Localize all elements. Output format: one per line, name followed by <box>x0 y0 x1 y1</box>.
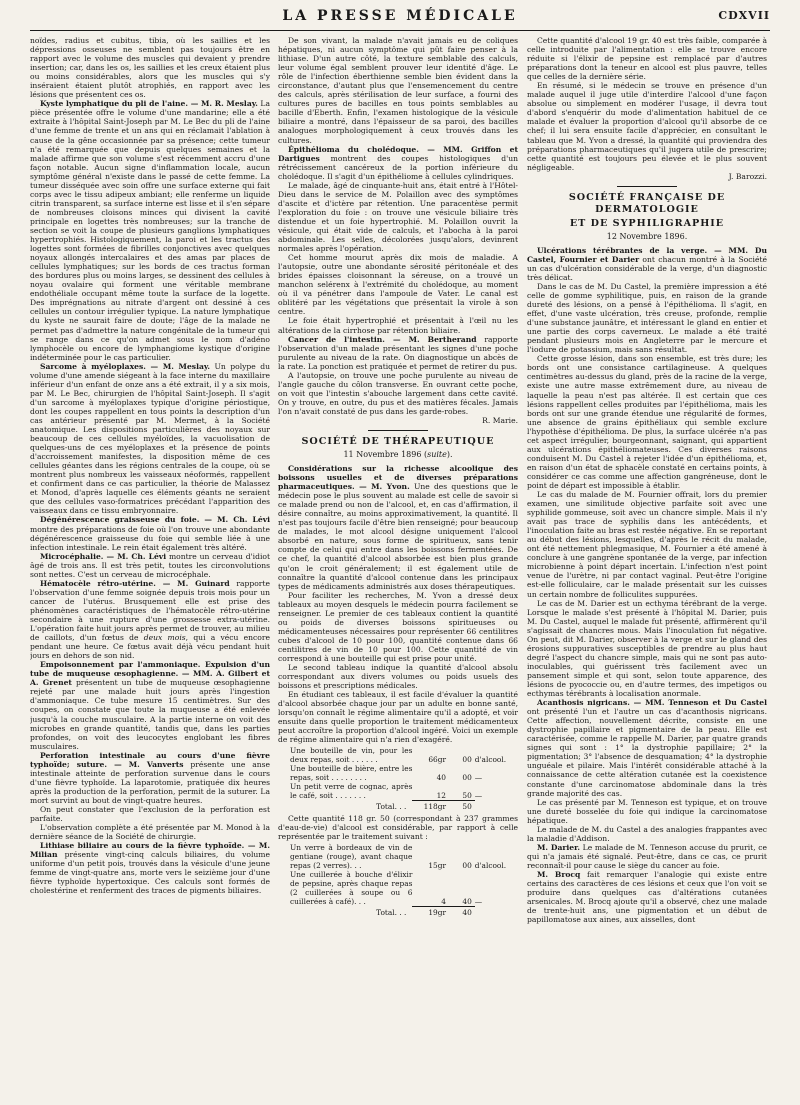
table-row <box>278 870 518 906</box>
article-text: ont chacun montré à la Société un cas d'ulcération considérable de la verge, d'un diagnostic très délicat. <box>527 254 767 282</box>
table-cell-label: Un verre à bordeaux de vin de gentiane (rouge), avant chaque repas (2 verres). . . <box>290 843 413 871</box>
section-separator <box>368 430 428 431</box>
paragraph: Le cas de M. Darier est un ecthyma térébrant de la verge. Lorsque le malade s'est présenté à l'hôpital M. Darier, puis M. Du Castel, auquel le malade fut présenté, affirmèrent qu'il s'agissait de chancres mous. Mais l'inoculation fut négative. On peut, dit M. Darier, observer à la verge et sur le gland des érosions suppuratives susceptibles de prendre au plus haut degré l'aspect du chancre simple, mais qui ne sont pas auto-inoculables, qui guérissent très facilement avec un pansement simple et qui sont, selon toute apparence, des lésions de pyococcie ou, en d'autre termes, des impetigos ou ecthymas térébrants à localisation anormale. <box>527 598 767 699</box>
paragraph: En étudiant ces tableaux, il est facile d'évaluer la quantité d'alcool absorbée chaque jour par un adulte en bonne santé, lorsqu'on connaît le régime alimentaire qu'il a adopté, et voir ensuite dans quelle proportion le traitement médicamenteux peut accroître la proportion d'alcool ingéré. Voici un exemple de régime alimentaire qui n'a rien d'exagéré. <box>278 690 518 745</box>
table-cell-qty: 12 <box>436 790 446 800</box>
article-heading: Dégénérescence graisseuse du foie. — M. Ch. Lévi <box>40 515 270 525</box>
article-heading: Épithélioma du cholédoque. — MM. Griffon et Dartigues <box>278 144 518 163</box>
article <box>278 335 518 371</box>
paragraph: L'observation complète a été présentée par M. Monod à la dernière séance de la Société de chirurgie. <box>30 823 270 842</box>
article-heading: Hématocèle rétro-utérine. — M. Guinard <box>40 578 230 588</box>
table-row <box>278 746 518 764</box>
article-heading: M. Darier. <box>537 842 581 852</box>
article-text: La pièce présentée offre le volume d'une mandarine; elle a été extraite à l'hôpital Saint-Joseph par M. Le Bec du pli de l'aine d'une femme de trente et un ans qui en réclamait l'ablation à cause de la gêne occasionnée par sa présence; cette tumeur n'a été remarquée que depuis quelques semaines et la malade affirme que son volume s'est récemment accru d'une façon notable. Aucun signe d'inflammation locale, aucun symptôme général n'existe dans le passé de cette femme. La tumeur disséquée avec soin offre une surface externe qui fait corps avec le tissu adipeux ambiant; elle renferme un liquide citrin transparent, sa surface interne est lisse et il s'en sépare de nombreuses cloisons minces qui divisent la cavité principale en logettes très nombreuses; sur la tranche de section se voit la coupe de plusieurs ganglions lymphatiques hypertrophiés. Histologiquement, la paroi et les tractus des logettes sont formées de fibrilles conjonctives avec quelques noyaux allongés intercalaires et des amas par places de cellules lymphatiques; sur les bords de ces tractus forman des bordures plus ou moins larges, se dessinent des cellules à noyau ovalaire qui forment une véritable membrane endothéliale occupant même toute la surface de la logette. Des imprégnations au nitrate d'argent ont dessiné à ces cellules un contour irrégulier typique. La nature lymphatique du kyste ne saurait faire de doute; l'âge de la malade ne permet pas d'admettre la nature congénitale de la tumeur qui se range dans ce qu'on admet sous le nom d'adéno lymphocèle ou encore de lymphangiome kystique d'origine indéterminée pour le cas particulier. <box>30 99 270 362</box>
table-row <box>278 764 518 782</box>
article <box>527 246 767 282</box>
table-cell-unit: — <box>474 773 483 783</box>
table-total-row <box>278 800 518 811</box>
column-3 <box>527 36 767 1100</box>
table-cell-dec: 50 <box>462 790 472 800</box>
paragraph: Le second tableau indique la quantité d'alcool absolu correspondant aux divers volumes ou poids usuels des boissons et prescriptions médicales. <box>278 663 518 691</box>
table-cell-dec: 00 <box>462 755 472 765</box>
paragraph: noïdes, radius et cubitus, tibia, où les saillies et les dépressions osseuses ne semblent pas toujours être en rapport avec le volume des muscles qui devaient y prendre insertion; car, dans les os, les saillies et les creux étaient plus ou moins considérables, alors que les muscles qui s'y inséraient étaient plutôt atrophiés, en rapport avec les lésions que présentent ces os. <box>30 36 270 100</box>
article-text: présente une anse intestinale atteinte de perforation survenue dans le cours d'une fièvre typhoïde. La laparotomie, pratiquée dix heures après la production de la perforation, permit de la suturer. La mort survint au bout de vingt-quatre heures. <box>30 759 270 805</box>
article-text: fait remarquer l'analogie qui existe entre certains des caractères de ces lésions et ceux que l'on voit se produire dans quelques cas d'altérations cutanées arsenicales. M. Brocq ajoute qu'il a observé, chez une malade de trente-huit ans, une pigmentation et un début de papillomatose aux aines, aux aisselles, dont <box>527 869 767 925</box>
article-heading: Acanthosis nigricans. — MM. Tenneson et Du Castel <box>537 698 767 708</box>
table-total-dec: 50 <box>446 800 475 811</box>
article <box>527 870 767 924</box>
article-heading: Perforation intestinale au cours d'une fièvre typhoïde; suture. — M. Vanverts <box>30 750 270 769</box>
table-total-label: Total. . . <box>376 907 407 917</box>
header-rule <box>30 30 770 31</box>
article <box>527 843 767 870</box>
table-total-label: Total. . . <box>376 801 407 811</box>
paragraph: Le cas présenté par M. Tenneson est typique, et on trouve une dureté bosselée du foie qui indique la carcinomatose hépatique. <box>527 797 767 825</box>
page-header <box>30 8 770 30</box>
article-heading: Cancer de l'intestin. — M. Bertherand <box>288 334 477 344</box>
paragraph: Cette grosse lésion, dans son ensemble, est très dure; les bords ont une consistance cartilagineuse. A quelques centimètres au-dessus du gland, près de la racine de la verge, existe une autre masse extrêmement dure, au niveau de laquelle la peau n'est pas altérée. Il est certain que ces lésions rappellent celles produites par l'épithélioma, mais les bords ont sur une grande étendue une régularité de formes, une absence de grains épithéliaux qui semble exclure l'hypothèse d'épithélioma. De plus, la surface ulcérée n'a pas cet aspect irrégulier, bourgeonnant, saignant, qui appartient aux ulcérations épithéliomateuses. Ces diverses raisons conduisent M. Du Castel à rejeter l'idée d'un épithélioma, et, en raison d'un état de sphacèle constaté en certains points, à considérer ce cas comme une affection gangréneuse, dont le point de départ est impossible à établir. <box>527 354 767 490</box>
article <box>30 751 270 805</box>
table-cell-label: Un petit verre de cognac, après le café, soit . . . . . . . <box>290 782 413 801</box>
article-heading: Kyste lymphatique du pli de l'aine. — M. R. Meslay. <box>40 99 258 109</box>
paragraph: Pour faciliter les recherches, M. Yvon a dressé deux tableaux au moyen desquels le médecin pourra facilement se renseigner. Le premier de ces tableaux contient la quantité ou poids de diverses boissons spiritueuses ou médicamenteuses nécessaires pour représenter 66 centilitres cubes d'alcool de 10 pour 100, quantité contenue dans 66 centilitres de vin de 10 pour 100. Cette quantité de vin correspond à une bouteille qui est prise pour unité. <box>278 590 518 663</box>
paragraph: De son vivant, la malade n'avait jamais eu de coliques hépatiques, ni aucun symptôme qui pût faire penser à la lithiase. D'un autre côté, la texture semblable des calculs, leur volume égal semblent prouver leur identité d'âge. Le rôle de l'infection éberthienne semble bien évident dans la circonstance, d'autant plus que l'ensemencement du centre des calculs, après stérilisation de leur surface, a fourni des cultures pures de bacilles en tous points semblables au bacille d'Eberth. Enfin, l'examen histologique de la vésicule biliaire a montré, dans l'épaisseur de sa paroi, des bacilles analogues morphologiquement à ceux trouvés dans les cultures. <box>278 36 518 145</box>
column-1 <box>30 36 270 1100</box>
session-date: 12 Novembre 1896. <box>606 231 688 241</box>
article-text: montre un cerveau d'idiot âgé de trois ans. Il est très petit, toutes les circonvolutions sont nettes. C'est un cerveau de microcéphale. <box>30 551 270 579</box>
paragraph: Dans le cas de M. Du Castel, la première impression a été celle de gomme syphilitique, puis, en raison de la grande dureté des lésions, on a pensé à l'épithélioma. Il s'agit, en effet, d'une vaste ulcération, très creuse, profonde, remplie d'une substance jaunâtre, et intéressant le gland en entier et une partie des corps caverneux. Le malade a été traité pendant plusieurs mois en Angleterre par le mercure et l'iodure de potassium, mais sans résultat. <box>527 281 767 355</box>
article <box>30 362 270 516</box>
article-heading: Microcéphalie. — M. Ch. Lévi <box>40 551 167 561</box>
paragraph: Le cas du malade de M. Fournier offrait, lors du premier examen, une similitude objective parfaite soit avec une syphilide gommeuse, soit avec un chancre simple. Mais il n'y avait pas trace de syphilis dans les antécédents, et l'inoculation faite au bras est restée négative. En se reportant au début des lésions, lesquelles, d'après le récit du malade, ont été nettement phlegmasique, M. Fournier a été amené à conclure à une gangrène spontanée de la verge, par infection microbienne à point départ incertain. L'infection n'est point venue de l'urètre, ni par contact vaginal. Peut-être l'origine est-elle folliculaire, car le malade présentait sur les cuisses un certain nombre de folliculites suppurées. <box>527 490 767 599</box>
page-number: CDXVII <box>718 9 770 22</box>
paragraph: Cette quantité d'alcool 19 gr. 40 est très faible, comparée à celle introduite par l'alimentation : elle se trouve encore réduite si l'élixir de pepsine est remplacé par d'autres préparations dont la teneur en alcool est plus pauvre, telles que celles de la dernière série. <box>527 36 767 82</box>
table-cell-label: Une cuillerée à bouche d'élixir de pepsine, après chaque repas (2 cuillerées à soupe ou 6 cuillerées à café). . . <box>290 870 413 907</box>
table-cell-dec: 00 <box>462 773 472 783</box>
table-row <box>278 843 518 870</box>
article <box>30 515 270 551</box>
paragraph: Le foie était hypertrophié et présentait à l'œil nu les altérations de la cirrhose par rétention biliaire. <box>278 316 518 335</box>
paragraph: Le malade, âgé de cinquante-huit ans, était entré à l'Hôtel-Dieu dans le service de M. Polaillon avec des symptômes d'ascite et d'ictère par rétention. Une paracentèse permit l'exploration du foie : on trouve une vésicule biliaire très distendue et un foie hypertrophié. M. Polaillon ouvrit la vésicule, qui était vide de calculs, et l'abocha à la paroi abdominale. Les selles, décolorées jusqu'alors, devinrent normales après l'opération. <box>278 180 518 254</box>
section-separator <box>617 186 677 187</box>
journal-title: LA PRESSE MÉDICALE <box>282 8 518 24</box>
table-cell-qty: 40 <box>436 773 446 783</box>
article-heading: M. Brocq <box>537 869 581 879</box>
paragraph: En résumé, si le médecin se trouve en présence d'un malade auquel il juge utile d'interdire l'alcool d'une façon absolue ou simplement en modérer l'usage, il devra tout d'abord s'enquérir du mode d'alimentation habituel de ce malade et évaluer la proportion d'alcool qu'il absorbe de ce chef; il lui sera ensuite facile d'apprécier, en consultant le tableau que M. Yvon a dressé, la quantité qui proviendra des préparations pharmaceutiques qu'il jugera utile de prescrire; cette quantité est toujours peu élevée et le plus souvent négligeable. <box>527 81 767 172</box>
society-title: SOCIÉTÉ FRANÇAISE DE DERMATOLOGIE <box>568 191 726 215</box>
article-text: rapporte l'observation d'une femme soignée depuis trois mois pour un cancer de l'utérus. Brusquement elle est prise des phénomènes caractéristiques de l'hématocèle rétro-utérine secondaire à une rupture d'une grossesse extra-utérine. L'opération faite huit jours après permet de trouver, au milieu de caillots, d'un fœtus de <box>30 578 270 643</box>
table-total-qty: 19gr <box>412 906 446 917</box>
table-row <box>278 782 518 800</box>
table-cell-unit: d'alcool. <box>474 755 507 765</box>
paragraph: Cette quantité 118 gr. 50 (correspondant à 237 grammes d'eau-de-vie) d'alcool est considérable, par rapport à celle représentée par le traitement suivant : <box>278 813 518 842</box>
article-heading: Considérations sur la richesse alcoolique des boissons usuelles et de diverses préparations pharmaceutiques. — M. Yvon. <box>278 464 518 492</box>
article-heading: Lithiase biliaire au cours de la fièvre typhoïde. — M. Milian <box>30 841 270 860</box>
article-heading: Sarcome à myéloplaxes. — M. Meslay. <box>40 361 211 371</box>
article <box>278 145 518 181</box>
article-text: montre des préparations de foie où l'on trouve une abondante dégénérescence graisseuse du foie qui semble liée à une infection intestinale. Le rein était également très altéré. <box>30 524 270 552</box>
article <box>278 464 518 591</box>
society-title-line-2: ET DE SYPHILIGRAPHIE <box>569 217 725 229</box>
table-cell-empty <box>475 906 518 917</box>
alcohol-table-diet <box>278 746 518 811</box>
date-text: 11 Novembre 1896 ( <box>343 450 428 460</box>
article-heading: Empoisonnement par l'ammoniaque. Expulsion d'un tube de muqueuse œsophagienne. — MM. A. Gilbert et A. Grenet <box>30 660 270 688</box>
article <box>30 552 270 579</box>
article-text: , qui a vécu encore pendant une heure. Ce fœtus avait déjà vécu pendant huit jours en dehors de son nid. <box>30 633 270 661</box>
table-total-dec: 40 <box>446 906 475 917</box>
article-text: ont présenté l'un et l'autre un cas d'acanthosis nigricans. Cette affection, nouvellement décrite, consiste en une dystrophie papillaire et pigmentaire de la peau. Elle est caractérisée, comme le rappelle M. Darier, par quatre grands signes qui sont : 1° la dystrophie papillaire; 2° la pigmentation; 3° l'absence de desquamation; 4° la dystrophie unguéale et pilaire. Mais l'intérêt considérable attaché à la connaissance de cette altération cutanée est la coexistence constante d'une carcinomatose abdominale dans la très grande majorité des cas. <box>527 707 767 798</box>
table-cell-unit: — <box>474 897 483 907</box>
article-text: présentent un tube de muqueuse œsophagienne rejeté par une malade huit jours après l'ingestion d'ammoniaque. Ce tube mesure 15 centimètres. Sur des coupes, on constate que toute la muqueuse a été enlevée jusqu'à la couche musculaire. A la partie interne on voit des microbes en grande quantité, tandis que, dans les parties profondes, on voit des leucocytes englobant les fibres musculaires. <box>30 678 270 751</box>
paragraph: Le malade de M. du Castel a des analogies frappantes avec la maladie d'Addison. <box>527 824 767 843</box>
signature: J. Barozzi. <box>728 171 767 181</box>
article <box>30 841 270 895</box>
table-cell-dec: 00 <box>462 861 472 871</box>
paragraph: On peut constater que l'exclusion de la perforation est parfaite. <box>30 804 270 824</box>
table-cell-qty: 66gr <box>428 755 446 765</box>
session-date <box>278 449 518 460</box>
signature: R. Marie. <box>482 415 518 425</box>
article-text: présente vingt-cinq calculs biliaires, du volume uniforme d'un petit pois, trouvés dans la vésicule d'une jeune femme de vingt-quatre ans, morte vers le seizième jour d'une fièvre typhoïde hypertoxique. Ces calculs sont formés de cholestérine et renferment des traces de pigments biliaires. <box>30 850 270 896</box>
article-text: montrent des coupes histologiques d'un rétrécissement cancéreux de la portion inférieure du cholédoque. Il s'agit d'un épithéliome à cellules cylindriques. <box>278 153 518 181</box>
article-text: Une des questions que le médecin pose le plus souvent au malade est celle de savoir si ce malade prend ou non de l'alcool, et, en cas d'affirmation, il désire connaître, au moins approximativement, la quantité. Il n'est pas toujours facile d'être bien renseigné; pour beaucoup de malades, le mot alcool désigne uniquement l'alcool absorbé en nature, sous forme de spiritueux, sans tenir compte de celui qui entre dans les boissons fermentées. De ce chef, la quantité d'alcool absorbée est bien plus grande qu'on le croit généralement; il est également utile de connaître la quantité d'alcool contenue dans les principaux types de médicaments administrés aux doses thérapeutiques. <box>278 482 518 591</box>
society-title: SOCIÉTÉ DE THÉRAPEUTIQUE <box>301 436 495 448</box>
table-cell-label: Une bouteille de bière, entre les repas, soit . . . . . . . . <box>290 764 413 783</box>
article <box>30 99 270 361</box>
article <box>30 660 270 750</box>
article-heading: Ulcérations térébrantes de la verge. — MM. Du Castel, Fournier et Darier <box>527 245 767 264</box>
article <box>30 579 270 660</box>
column-2 <box>278 36 518 1100</box>
table-cell-qty: 15gr <box>428 861 446 871</box>
table-cell-label: Une bouteille de vin, pour les deux repas, soit . . . . . . <box>290 746 413 765</box>
table-total-qty: 118gr <box>412 800 446 811</box>
article <box>527 698 767 798</box>
date-italic: suite <box>427 450 447 460</box>
article-text: rapporte l'observation d'un malade présentant les signes d'une poche purulente au niveau de la rate. On diagnostique un abcès de la rate. La ponction est pratiquée et permet de retirer du pus. <box>278 334 518 371</box>
article-text: Un polype du volume d'une amende siégeant à la face interne du maxillaire inférieur d'un enfant de onze ans a été extrait, il y a six mois, par M. Le Bec, chirurgien de l'hôpital Saint-Joseph. Il s'agit d'un sarcome à myéloplaxes typique d'origine périostique, dont les coupes rappellent en tous points la description d'un cas antérieur présenté par M. Mermet, à la Société anatomique. Les dispositions particulières des noyaux sur beaucoup de ces cellules myéloïdes, la vacuolisation de quelques-uns de ces myéloplaxes et la présence de points d'accroissement manifestes, la disposition même de ces cellules géantes dans les régions centrales de la coupe, où se montrent plus nombreux les vaisseaux néoformés, rappellent et confirment dans ce cas particulier, la théorie de Malassez et Monod, d'après laquelle ces éléments géants ne seraient que des cellules vaso-formatrices précédant l'apparition des vaisseaux dans ce tissu embryonnaire. <box>30 361 270 516</box>
date-text: ). <box>446 450 453 460</box>
table-cell-qty: 4 <box>441 896 446 906</box>
alcohol-table-treatment <box>278 843 518 917</box>
paragraph: A l'autopsie, on trouve une poche purulente au niveau de l'angle gauche du côlon transverse. En ouvrant cette poche, on voit que l'intestin s'abouche largement dans cette cavité. On y trouve, en outre, du pus et des matières fécales. Jamais l'on n'avait constaté de pus dans les garde-robes. <box>278 370 518 416</box>
article-text: Le malade de M. Tenneson accuse du prurit, ce qui n'a jamais été signalé. Peut-être, dans ce cas, ce prurit reconnaît-il pour cause le siège du cancer au foie. <box>527 842 767 870</box>
table-total-row <box>278 906 518 917</box>
table-cell-dec: 40 <box>462 896 472 906</box>
table-cell-unit: — <box>474 791 483 801</box>
italic-text: deux mois <box>143 633 186 643</box>
paragraph: Cet homme mourut après dix mois de maladie. A l'autopsie, outre une abondante sérosité péritonéale et des brides épaisses cloisonnant la séreuse, on a trouvé un manchon selérenx à l'extrémité du cholédoque, au moment où il va pénétrer dans l'ampoule de Vater. Le canal est oblitéré par les végétations que présentait la virole à son centre. <box>278 253 518 317</box>
table-cell-empty <box>475 800 518 811</box>
table-cell-unit: d'alcool. <box>474 861 507 871</box>
